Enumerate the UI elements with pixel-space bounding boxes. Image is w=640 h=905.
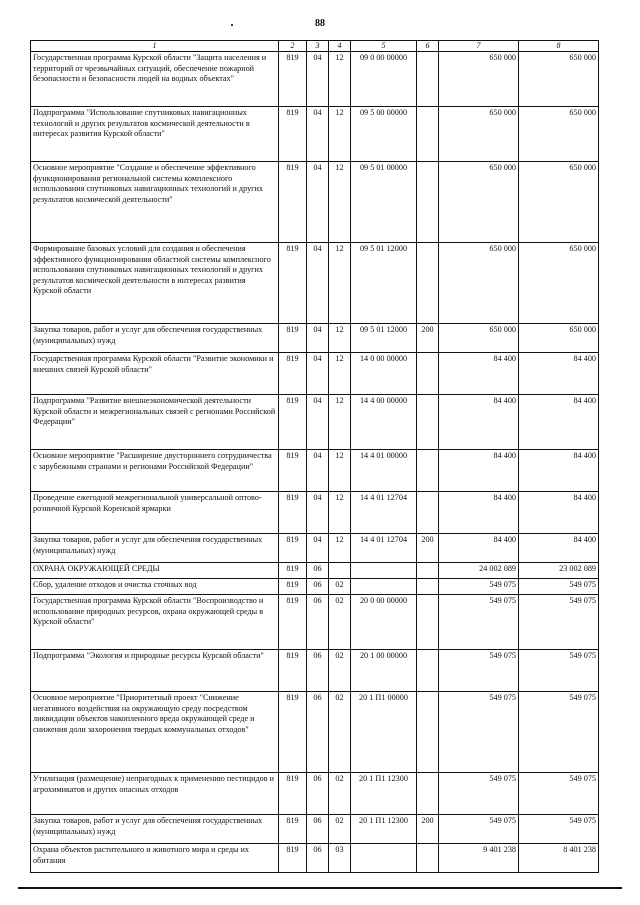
cell-amount-1: 549 075	[439, 650, 519, 692]
cell-grbs: 819	[279, 692, 307, 773]
cell-subsection	[329, 563, 351, 579]
cell-amount-1: 9 401 238	[439, 844, 519, 873]
cell-amount-1: 650 000	[439, 324, 519, 353]
cell-amount-1: 84 400	[439, 353, 519, 395]
cell-amount-2: 84 400	[519, 492, 599, 534]
cell-expense-type	[417, 595, 439, 650]
cell-expense-type	[417, 162, 439, 243]
cell-section: 06	[307, 844, 329, 873]
table-row	[31, 162, 599, 243]
cell-expense-type: 200	[417, 324, 439, 353]
cell-amount-2: 650 000	[519, 162, 599, 243]
header-row	[31, 41, 599, 52]
cell-amount-1: 650 000	[439, 107, 519, 162]
cell-amount-2: 84 400	[519, 395, 599, 450]
cell-subsection: 12	[329, 492, 351, 534]
cell-target-article: 09 5 01 12000	[351, 324, 417, 353]
cell-amount-1: 650 000	[439, 243, 519, 324]
cell-name: Основное мероприятие "Приоритетный проект "Снижение негативного воздействия на окружающую среду посредством ликвидации объектов накопленного вреда окружающей среде и снижения доли захоронения твердых коммунальных отходов"	[31, 692, 279, 773]
cell-section: 06	[307, 563, 329, 579]
cell-subsection: 12	[329, 324, 351, 353]
cell-grbs: 819	[279, 844, 307, 873]
cell-subsection: 12	[329, 107, 351, 162]
cell-expense-type	[417, 650, 439, 692]
cell-grbs: 819	[279, 534, 307, 563]
cell-section: 04	[307, 353, 329, 395]
scan-speck	[231, 24, 233, 26]
cell-expense-type	[417, 450, 439, 492]
cell-expense-type	[417, 395, 439, 450]
cell-target-article: 09 0 00 00000	[351, 52, 417, 107]
cell-subsection: 12	[329, 162, 351, 243]
cell-expense-type	[417, 579, 439, 595]
cell-name: Государственная программа Курской области "Защита населения и территорий от чрезвычайных ситуаций, обеспечение пожарной безопасности и безопасности людей на водных объектах"	[31, 52, 279, 107]
cell-subsection: 12	[329, 243, 351, 324]
cell-expense-type	[417, 563, 439, 579]
cell-expense-type: 200	[417, 815, 439, 844]
cell-target-article: 14 4 01 12704	[351, 534, 417, 563]
cell-amount-2: 549 075	[519, 650, 599, 692]
table-row	[31, 534, 599, 563]
col-header-target-article: 5	[351, 41, 417, 52]
cell-grbs: 819	[279, 395, 307, 450]
cell-amount-2: 84 400	[519, 534, 599, 563]
cell-section: 04	[307, 324, 329, 353]
cell-name: Утилизация (размещение) непригодных к применению пестицидов и агрохимикатов и других опасных отходов	[31, 773, 279, 815]
cell-amount-2: 650 000	[519, 243, 599, 324]
cell-expense-type	[417, 353, 439, 395]
cell-amount-2: 84 400	[519, 353, 599, 395]
cell-target-article: 14 4 01 12704	[351, 492, 417, 534]
cell-expense-type	[417, 107, 439, 162]
cell-name: Закупка товаров, работ и услуг для обеспечения государственных (муниципальных) нужд	[31, 815, 279, 844]
cell-section: 06	[307, 650, 329, 692]
cell-target-article: 14 0 00 00000	[351, 353, 417, 395]
cell-name: Проведение ежегодной межрегиональной универсальной оптово-розничной Курской Коренской ярмарки	[31, 492, 279, 534]
cell-grbs: 819	[279, 243, 307, 324]
cell-subsection: 12	[329, 534, 351, 563]
cell-amount-2: 549 075	[519, 595, 599, 650]
col-header-amount-1: 7	[439, 41, 519, 52]
cell-name: Государственная программа Курской области "Развитие экономики и внешних связей Курской области"	[31, 353, 279, 395]
page-bottom-rule	[18, 887, 622, 889]
cell-expense-type	[417, 773, 439, 815]
page-number: 88	[315, 18, 325, 29]
cell-expense-type: 200	[417, 534, 439, 563]
cell-name: Основное мероприятие "Создание и обеспечение эффективного функционирования региональной системы комплексного использования спутниковых навигационных технологий и других результатов космической деятельности"	[31, 162, 279, 243]
table-row	[31, 450, 599, 492]
cell-name: Государственная программа Курской области "Воспроизводство и использование природных ресурсов, охрана окружающей среды в Курской области"	[31, 595, 279, 650]
cell-target-article	[351, 563, 417, 579]
cell-section: 06	[307, 773, 329, 815]
cell-section: 04	[307, 534, 329, 563]
cell-name: Подпрограмма "Использование спутниковых навигационных технологий и других результатов космической деятельности в интересах развития Курской области"	[31, 107, 279, 162]
col-header-section: 3	[307, 41, 329, 52]
cell-amount-2: 650 000	[519, 324, 599, 353]
cell-amount-1: 549 075	[439, 773, 519, 815]
table-row	[31, 395, 599, 450]
cell-expense-type	[417, 692, 439, 773]
table-row	[31, 844, 599, 873]
cell-section: 04	[307, 107, 329, 162]
cell-amount-1: 84 400	[439, 492, 519, 534]
cell-target-article: 09 5 01 00000	[351, 162, 417, 243]
cell-target-article: 14 4 00 00000	[351, 395, 417, 450]
cell-grbs: 819	[279, 773, 307, 815]
table-row	[31, 650, 599, 692]
cell-subsection: 02	[329, 579, 351, 595]
cell-target-article	[351, 844, 417, 873]
table-row	[31, 815, 599, 844]
cell-section: 04	[307, 52, 329, 107]
cell-target-article: 14 4 01 00000	[351, 450, 417, 492]
cell-section: 06	[307, 579, 329, 595]
cell-grbs: 819	[279, 492, 307, 534]
table-row	[31, 353, 599, 395]
col-header-name: 1	[31, 41, 279, 52]
cell-subsection: 02	[329, 773, 351, 815]
cell-target-article: 20 1 П1 12300	[351, 773, 417, 815]
cell-grbs: 819	[279, 324, 307, 353]
cell-amount-2: 549 075	[519, 579, 599, 595]
cell-name: Закупка товаров, работ и услуг для обеспечения государственных (муниципальных) нужд	[31, 324, 279, 353]
col-header-amount-2: 8	[519, 41, 599, 52]
cell-amount-2: 8 401 238	[519, 844, 599, 873]
table-row	[31, 107, 599, 162]
cell-amount-2: 549 075	[519, 692, 599, 773]
cell-expense-type	[417, 52, 439, 107]
cell-target-article: 20 1 П1 12300	[351, 815, 417, 844]
cell-amount-1: 84 400	[439, 450, 519, 492]
col-header-expense-type: 6	[417, 41, 439, 52]
cell-subsection: 02	[329, 650, 351, 692]
cell-name: Основное мероприятие "Расширение двустороннего сотрудничества с зарубежными странами и регионами Российской Федерации"	[31, 450, 279, 492]
cell-amount-2: 549 075	[519, 815, 599, 844]
cell-grbs: 819	[279, 595, 307, 650]
cell-grbs: 819	[279, 353, 307, 395]
table-row	[31, 773, 599, 815]
cell-amount-1: 650 000	[439, 162, 519, 243]
cell-amount-1: 24 002 089	[439, 563, 519, 579]
cell-amount-1: 549 075	[439, 692, 519, 773]
budget-table	[30, 40, 599, 873]
table-row	[31, 492, 599, 534]
cell-name: Подпрограмма "Развитие внешнеэкономической деятельности Курской области и межрегиональных связей с регионами Российской Федерации"	[31, 395, 279, 450]
col-header-subsection: 4	[329, 41, 351, 52]
cell-name: Подпрограмма "Экология и природные ресурсы Курской области"	[31, 650, 279, 692]
cell-grbs: 819	[279, 450, 307, 492]
cell-section: 06	[307, 692, 329, 773]
cell-name: Охрана объектов растительного и животного мира и среды их обитания	[31, 844, 279, 873]
table-row	[31, 243, 599, 324]
table-row	[31, 563, 599, 579]
cell-section: 06	[307, 815, 329, 844]
cell-amount-1: 549 075	[439, 595, 519, 650]
table-row	[31, 579, 599, 595]
cell-subsection: 02	[329, 595, 351, 650]
cell-amount-2: 23 002 089	[519, 563, 599, 579]
table-row	[31, 52, 599, 107]
cell-amount-2: 650 000	[519, 107, 599, 162]
cell-amount-1: 84 400	[439, 534, 519, 563]
cell-expense-type	[417, 492, 439, 534]
cell-subsection: 12	[329, 395, 351, 450]
cell-amount-2: 84 400	[519, 450, 599, 492]
cell-target-article: 20 0 00 00000	[351, 595, 417, 650]
cell-name: Сбор, удаление отходов и очистка сточных вод	[31, 579, 279, 595]
cell-expense-type	[417, 844, 439, 873]
cell-section: 04	[307, 243, 329, 324]
table-row	[31, 595, 599, 650]
cell-amount-1: 650 000	[439, 52, 519, 107]
cell-section: 04	[307, 395, 329, 450]
cell-grbs: 819	[279, 815, 307, 844]
cell-grbs: 819	[279, 579, 307, 595]
cell-name: ОХРАНА ОКРУЖАЮЩЕЙ СРЕДЫ	[31, 563, 279, 579]
cell-target-article: 20 1 П1 00000	[351, 692, 417, 773]
cell-target-article	[351, 579, 417, 595]
cell-name: Закупка товаров, работ и услуг для обеспечения государственных (муниципальных) нужд	[31, 534, 279, 563]
cell-subsection: 02	[329, 815, 351, 844]
cell-section: 06	[307, 595, 329, 650]
cell-grbs: 819	[279, 563, 307, 579]
cell-amount-1: 84 400	[439, 395, 519, 450]
cell-subsection: 03	[329, 844, 351, 873]
cell-subsection: 12	[329, 353, 351, 395]
cell-target-article: 20 1 00 00000	[351, 650, 417, 692]
cell-section: 04	[307, 162, 329, 243]
cell-amount-2: 650 000	[519, 52, 599, 107]
cell-target-article: 09 5 00 00000	[351, 107, 417, 162]
cell-section: 04	[307, 450, 329, 492]
cell-amount-1: 549 075	[439, 815, 519, 844]
cell-grbs: 819	[279, 52, 307, 107]
cell-name: Формирование базовых условий для создания и обеспечения эффективного функционирования областной системы комплексного использования спутниковых навигационных технологий и других результатов космической деятельности в интересах развития Курской области	[31, 243, 279, 324]
table-row	[31, 692, 599, 773]
cell-section: 04	[307, 492, 329, 534]
cell-grbs: 819	[279, 162, 307, 243]
cell-grbs: 819	[279, 107, 307, 162]
cell-subsection: 12	[329, 450, 351, 492]
cell-subsection: 02	[329, 692, 351, 773]
cell-amount-1: 549 075	[439, 579, 519, 595]
cell-grbs: 819	[279, 650, 307, 692]
col-header-grbs: 2	[279, 41, 307, 52]
cell-target-article: 09 5 01 12000	[351, 243, 417, 324]
cell-expense-type	[417, 243, 439, 324]
cell-subsection: 12	[329, 52, 351, 107]
cell-amount-2: 549 075	[519, 773, 599, 815]
table-row	[31, 324, 599, 353]
